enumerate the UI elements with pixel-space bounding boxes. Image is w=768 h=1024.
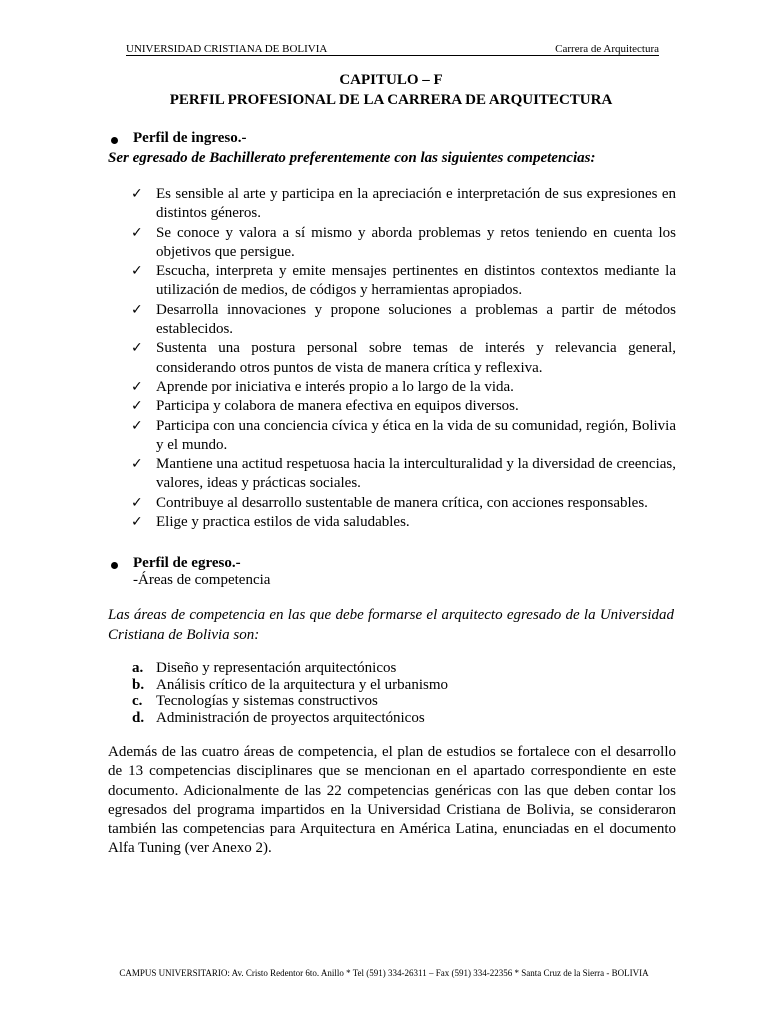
list-item: [108, 693, 674, 710]
checkmark-icon: ✓: [131, 224, 143, 241]
checkmark-icon: ✓: [131, 494, 143, 511]
document-title: PERFIL PROFESIONAL DE LA CARRERA DE ARQUITECTURA: [169, 92, 613, 108]
list-item: [108, 710, 674, 727]
list-item: [108, 455, 676, 494]
chapter-heading: CAPITULO – F: [339, 72, 443, 88]
checkmark-icon: ✓: [131, 514, 143, 531]
list-item-text: Mantiene una actitud respetuosa hacia la interculturalidad y la diversidad de creencias, valores, ideas y prácticas sociales.: [156, 456, 676, 492]
list-item-text: Se conoce y valora a sí mismo y aborda problemas y retos teniendo en cuenta los objetivos que persigue.: [156, 224, 676, 260]
list-item-text: Escucha, interpreta y emite mensajes pertinentes en distintos contextos mediante la utilización de medios, de códigos y herramientas apropiados.: [156, 263, 676, 299]
checkmark-icon: ✓: [131, 186, 143, 202]
list-item-text: Análisis crítico de la arquitectura y el urbanismo: [156, 676, 448, 693]
list-item: [108, 417, 676, 456]
list-item-text: Aprende por iniciativa e interés propio a lo largo de la vida.: [156, 378, 514, 395]
header-university: UNIVERSIDAD CRISTIANA DE BOLIVIA: [126, 43, 328, 55]
list-letter: b.: [132, 676, 145, 693]
list-item: [108, 677, 674, 694]
list-item-text: Contribuye al desarrollo sustentable de manera crítica, con acciones responsables.: [156, 494, 648, 511]
list-item-text: Elige y practica estilos de vida saludables.: [156, 514, 410, 531]
list-item-text: Es sensible al arte y participa en la apreciación e interpretación de sus expresiones en distintos géneros.: [156, 186, 676, 222]
list-item: [108, 494, 676, 513]
list-item: [108, 339, 676, 378]
header-rule: [126, 55, 659, 56]
list-item-text: Participa con una conciencia cívica y ética en la vida de su comunidad, región, Bolivia y el mundo.: [156, 417, 676, 453]
ingreso-heading-text: Perfil de ingreso.-: [133, 130, 247, 146]
list-item: [108, 185, 676, 224]
list-item: [108, 378, 676, 397]
list-item-text: Tecnologías y sistemas constructivos: [156, 693, 378, 709]
body-paragraph: Además de las cuatro áreas de competencia, el plan de estudios se fortalece con el desarrollo de 13 competencias disciplinares que se mencionan en el apartado correspondiente en este documento. Adicionalmente de las 22 competencias genéricas con las que deben contar los egresados del programa impartidos en la Universidad Cristiana de Bolivia, se consideraron también las competencias para Arquitectura en América Latina, enunciadas en el documento Alfa Tuning (ver Anexo 2).: [108, 744, 676, 857]
list-item-text: Participa y colabora de manera efectiva en equipos diversos.: [156, 398, 519, 415]
checkmark-icon: ✓: [131, 378, 143, 395]
list-item-text: Desarrolla innovaciones y propone soluciones a problemas a partir de métodos establecidos.: [156, 301, 676, 338]
list-item: [108, 397, 676, 416]
list-letter: c.: [132, 693, 143, 709]
areas-label: -Áreas de competencia: [133, 572, 271, 588]
list-item: [108, 660, 674, 677]
checkmark-icon: ✓: [131, 398, 143, 415]
ingreso-competency-list: [108, 185, 676, 532]
ingreso-intro: Ser egresado de Bachillerato preferentemente con las siguientes competencias:: [108, 150, 596, 166]
bullet-icon: [111, 137, 118, 144]
list-item: [108, 262, 676, 301]
page-footer: CAMPUS UNIVERSITARIO: Av. Cristo Redentor 6to. Anillo * Tel (591) 334-26311 – Fax (591) 334-22356 * Santa Cruz de la Sierra - BOLIVIA: [119, 968, 649, 978]
egreso-intro: Las áreas de competencia en las que debe formarse el arquitecto egresado de la Universidad Cristiana de Bolivia son:: [108, 607, 674, 643]
bullet-icon: [111, 562, 118, 569]
list-item: [108, 301, 676, 340]
list-item-text: Administración de proyectos arquitectónicos: [156, 709, 425, 726]
list-item: [108, 224, 676, 263]
page-header: [126, 42, 659, 56]
checkmark-icon: ✓: [131, 456, 143, 473]
list-item-text: Diseño y representación arquitectónicos: [156, 660, 397, 676]
checkmark-icon: ✓: [131, 263, 143, 280]
header-career: Carrera de Arquitectura: [555, 43, 659, 55]
list-item-text: Sustenta una postura personal sobre temas de interés y relevancia general, considerando otros puntos de vista de manera crítica y reflexiva.: [156, 340, 676, 376]
list-letter: a.: [132, 660, 144, 676]
checkmark-icon: ✓: [131, 340, 143, 357]
checkmark-icon: ✓: [131, 301, 143, 318]
checkmark-icon: ✓: [131, 417, 143, 434]
competency-areas-list: [108, 660, 674, 726]
egreso-heading-text: Perfil de egreso.-: [133, 555, 241, 571]
list-letter: d.: [132, 709, 145, 726]
list-item: [108, 513, 676, 532]
